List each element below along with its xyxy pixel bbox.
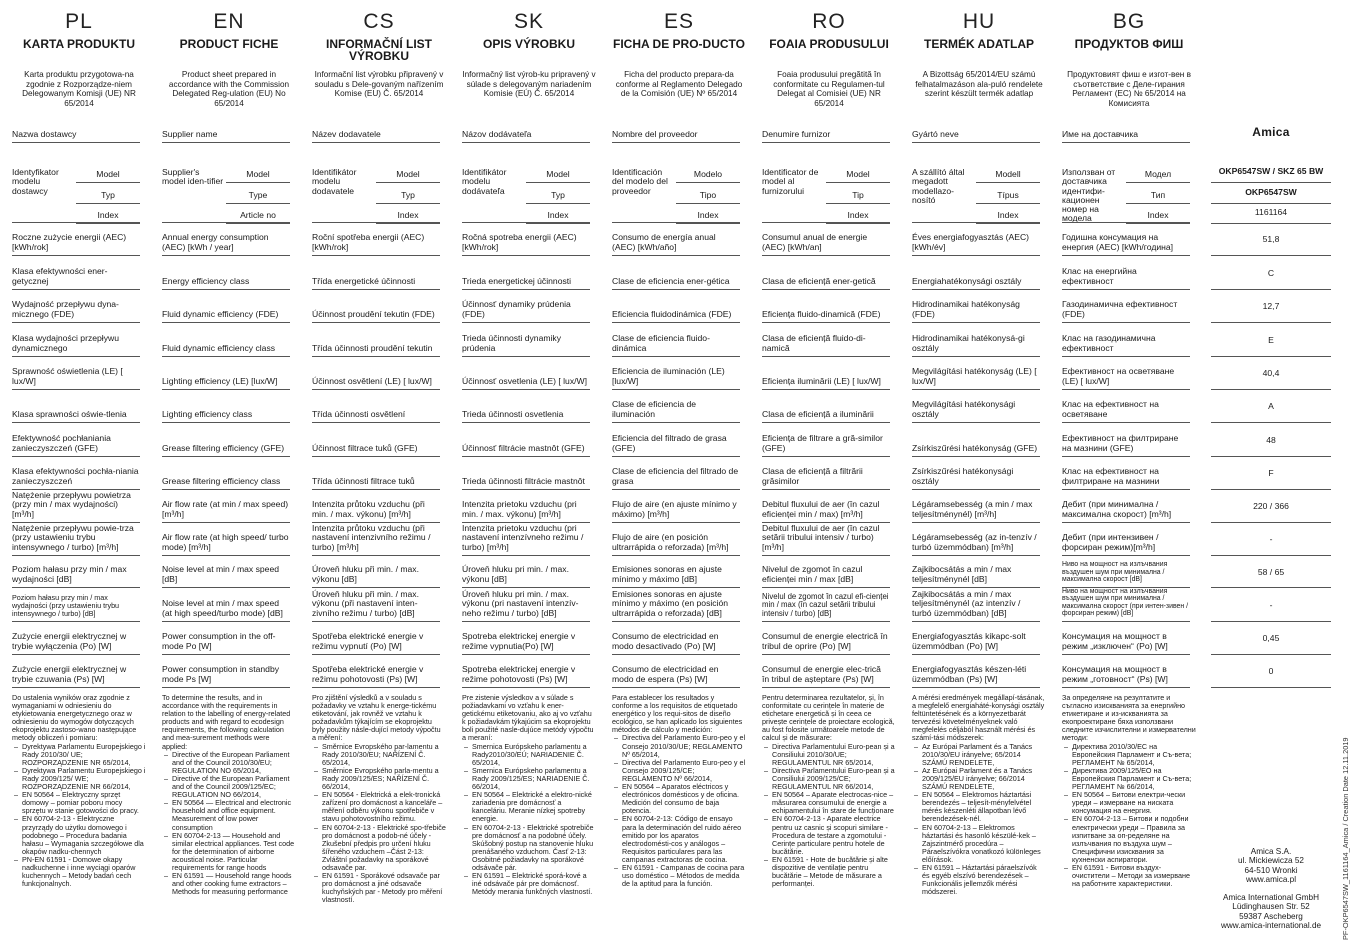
param-row: Nivelul de zgomot în cazul efi-cienței min / max (în cazul setării tribului intensiv / turbo) [dB] xyxy=(762,588,890,622)
param-row: Eficiența iluminării (LE) [ lux/W] xyxy=(762,357,890,390)
param-row: Poziom hałasu przy min / max wydajności (przy ustawieniu trybu intensywnego / turbo) [dB] xyxy=(12,588,140,622)
param-row: Консумация на мощност в режим „изключен“ (Po) [W] xyxy=(1062,622,1190,655)
method-item: – EN 50564 – Битови електри-чески уреди – измерване на ниската консумация на енергия. xyxy=(1072,791,1196,815)
fiche-intro: Informačný list výrob-ku pripravený v súlade s delegovaným nariadením Komisie (EÚ) Č. 65/2014 xyxy=(462,70,596,99)
param-row: Emisiones sonoras en ajuste mínimo y máximo (en posición ultrarrápida o reforzada) [dB] xyxy=(612,588,740,622)
fiche-intro: Продуктовият фиш е изгот-вен в съответствие с Деле-гирания Регламент (ЕС) № 65/2014 на Комисията xyxy=(1067,70,1191,109)
param-row: Ниво на мощност на излъчвания въздушен шум при минимална / максимална скорост (при интен-зивен / форсиран режим) [dB] xyxy=(1062,588,1190,622)
fiche-title: TERMÉK ADATLAP xyxy=(924,37,1034,51)
fiche-title: ПРОДУКТОВ ФИШ xyxy=(1074,37,1184,51)
param-row: Megvilágítási hatékonyság (LE) [ lux/W] xyxy=(912,357,1040,390)
method-item: – EN 60704-2-13 - Aparate electrice pentru uz casnic și scopuri similare - Procedura de testare a zgomotului - Cerințe particulare pentru hotele de bucătărie. xyxy=(772,815,896,855)
model-type-label: Tip xyxy=(826,182,890,204)
param-row: Intenzita průtoku vzduchu (při min. / max. výkonu) [m³/h] xyxy=(312,490,440,523)
method-item: – EN 60704-2-13: Código de ensayo para la determinación del ruido aéreo emitido por los aparatos electrodomésti-cos y análogos – Requisitos particulares para las campanas extractoras de cocina. xyxy=(622,815,746,864)
model-identifier-label: Supplier's model iden-tifier xyxy=(162,167,224,187)
language-code: ES xyxy=(663,10,694,33)
param-row: Noise level at min / max speed [dB] xyxy=(162,556,290,588)
param-row: Trieda účinnosti dynamiky prúdenia xyxy=(462,323,590,357)
param-row: Noise level at min / max speed (at high speed/turbo mode) [dB] xyxy=(162,588,290,622)
param-row: Lighting efficiency class xyxy=(162,390,290,423)
param-row: Trieda účinnosti filtrácie mastnôt xyxy=(462,457,590,490)
param-row: Třída účinnosti proudění tekutin xyxy=(312,323,440,357)
param-row: Дебит (при минимална / максимална скорост) [m³/h] xyxy=(1062,490,1190,523)
measurement-methods-note: To determine the results, and in accordance with the requirements in relation to the labelling of energy-related products and with regard to ecodesign requirements, the following calculation and mea-surement methods were applied: – Directive of the European Parliament and of the Council 2010/30/EU; REGULATION NO 65/2014, – Directive of the European Parliament and of the Council 2009/125/EC; REGULATION NO 66/2014, – EN 50564 — Electrical and electronic household and office equipment. Measurement of low power consumption – EN 60704-2-13 — Household and similar electrical appliances. Test code for the determination of airborne acoustical noise. Particular requirements for range hoods – EN 61591 — Household range hoods and other cooking fume extractors – Methods for measuring performance xyxy=(162,694,296,896)
param-row: Účinnost filtrace tuků (GFE) xyxy=(312,423,440,457)
method-item: – EN 50564 - Elektrická a elek-tronická zařízení pro domácnost a kanceláře – měření odběru výkonu spotřebiče v stavu pohotovostního režimu. xyxy=(322,791,446,823)
param-row: Účinnost proudění tekutin (FDE) xyxy=(312,290,440,323)
fiche-title: INFORMAČNÍ LIST VÝROBKU xyxy=(326,37,432,63)
supplier-name-label: Gyártó neve xyxy=(912,120,1040,143)
param-row: Zajkibocsátás a min / max teljesítménynél (az intenzív / turbó üzemmódban) [dB] xyxy=(912,588,1040,622)
param-row: Eficiencia de iluminación (LE) [lux/W] xyxy=(612,357,740,390)
param-value: 58 / 65 xyxy=(1211,556,1331,588)
param-row: Úroveň hluku při min. / max. výkonu (při nastavení inten-zivního režimu / turbo) [dB] xyxy=(312,588,440,622)
param-row: Clase de eficiencia del filtrado de grasa xyxy=(612,457,740,490)
param-row: Клас на газодинамична ефективност xyxy=(1062,323,1190,357)
method-item: – EN 61591 - Hote de bucătărie și alte dispozitive de ventilație pentru bucătărie – Metode de măsurare a performanței. xyxy=(772,856,896,888)
model-model-label: Model xyxy=(826,149,890,183)
method-item: – Directive of the European Parliament and of the Council 2010/30/EU; REGULATION NO 65/2014, xyxy=(172,751,296,775)
param-row: Trieda účinnosti osvetlenia xyxy=(462,390,590,423)
model-identifier-block xyxy=(762,149,890,223)
model-identifier-label: Identyfikator modelu dostawcy xyxy=(12,167,59,196)
param-row: Třída energetické účinnosti xyxy=(312,256,440,290)
param-row: Éves energiafogyasztás (AEC) [kWh/év] xyxy=(912,223,1040,256)
param-row: Klasa sprawności oświe-tlenia xyxy=(12,390,140,423)
param-value: A xyxy=(1211,390,1331,423)
model-index-label: Index xyxy=(676,203,740,224)
model-identifier-block xyxy=(612,149,740,223)
param-row: Consumul de energie elec-trică în tribul de așteptare (Ps) [W] xyxy=(762,655,890,688)
method-item: – Директива 2009/125/ЕО на Европейския Парламент и Съ-вета; РЕГЛАМЕНТ № 66/2014, xyxy=(1072,767,1196,791)
param-row: Sprawność oświetlenia (LE) [ lux/W] xyxy=(12,357,140,390)
param-row: Spotřeba elektrické energie v režimu vypnutí (Po) [W] xyxy=(312,622,440,655)
param-row: Consumo de electricidad en modo de espera (Ps) [W] xyxy=(612,655,740,688)
param-row: Hidrodinamikai hatékonyság (FDE) xyxy=(912,290,1040,323)
model-model-label: Model xyxy=(76,149,140,183)
param-row: Flujo de aire (en posición ultrarrápida o reforzada) [m³/h] xyxy=(612,523,740,556)
fiche-intro: Product sheet prepared in accordance with the Commission Delegated Reg-ulation (EU) No 65/2014 xyxy=(168,70,290,109)
creation-date-note: PF-OKP6547SW_1161164_Amica / Creation Date 12.11.2019 xyxy=(1341,737,1350,940)
param-row: Spotreba elektrickej energie v režime vypnutia(Po) [W] xyxy=(462,622,590,655)
model-identifier-block xyxy=(162,149,290,223)
param-row: Účinnosť filtrácie mastnôt (GFE) xyxy=(462,423,590,457)
language-code: BG xyxy=(1112,10,1146,33)
param-row: Intenzita prietoku vzduchu (pri min. / max. výkonu) [m³/h] xyxy=(462,490,590,523)
param-value: C xyxy=(1211,256,1331,290)
method-item: – EN 50564 – Aparate electrocas-nice – măsurarea consumului de energie a echipamentului în stare de funcționare xyxy=(772,791,896,815)
param-row: Energiahatékonysági osztály xyxy=(912,256,1040,290)
param-row: Légáramsebesség (a min / max teljesítménynél) [m³/h] xyxy=(912,490,1040,523)
method-item: – EN 61591 - Битови въздух-очистители – Методи за измерване на работните характеристики. xyxy=(1072,864,1196,888)
param-value: 40,4 xyxy=(1211,357,1331,390)
param-row: Ročná spotreba energii (AEC) [kWh/rok] xyxy=(462,223,590,256)
param-row: Natężenie przepływu powie-trza (przy ustawieniu trybu intensywnego / turbo) [m³/h] xyxy=(12,523,140,556)
model-type-label: Тип xyxy=(1126,182,1190,204)
method-item: – EN 60704-2-13 - Elektrické spo-třebiče pro domácnost a podob-né účely - Zkušební předpis pro určení hluku šířeného vzduchem –Část 2-13: Zvláštní požadavky na sporákové odsavače par. xyxy=(322,824,446,873)
language-code: HU xyxy=(962,10,996,33)
model-index-label: Index xyxy=(526,203,590,224)
param-row: Clasa de eficiență fluido-di-namică xyxy=(762,323,890,357)
supplier-name-label: Supplier name xyxy=(162,120,290,143)
param-row: Zajkibocsátás a min / max teljesítménynél [dB] xyxy=(912,556,1040,588)
param-row: Ниво на мощност на излъчвания въздушен шум при минимална / максимална скорост [dB] xyxy=(1062,556,1190,588)
fiche-intro: Foaia produsului pregătită în conformitate cu Regulamen-tul Delegat al Comisiei (UE) NR 65/2014 xyxy=(773,70,885,109)
method-item: – Směrnice Evropského par-lamentu a Rady 2010/30/EU; NAŘÍZENÍ Č. 65/2014, xyxy=(322,743,446,767)
param-row: Fluid dynamic efficiency class xyxy=(162,323,290,357)
value-index: 1161164 xyxy=(1211,203,1331,224)
supplier-name-label: Nazwa dostawcy xyxy=(12,120,140,143)
param-row: Lighting efficiency (LE) [lux/W] xyxy=(162,357,290,390)
model-identifier-label: Identifikátor modelu dodávateľa xyxy=(462,167,507,196)
method-item: – EN 50564 – Elektromos háztartási berendezés – teljesít-ményfelvétel mérés készenléti állapotban lévő berendezések-nél. xyxy=(922,791,1046,823)
param-row: Třída účinnosti osvětlení xyxy=(312,390,440,423)
measurement-methods-note: Pentru determinarea rezultatelor, și, în conformitate cu cerințele în materie de etichetare energetică și în ceea ce privește cerințele de proiectare ecologică, au fost folosite următoarele metode de calcul și de măsurare: – Directiva Parlamentului Euro-pean și a Consiliului 2010/30/UE; REGULAMENTUL NR 65/2014, – Directiva Parlamentului Euro-pean și a Consiliului 2009/125/CE; REGULAMENTUL NR 66/2014, – EN 50564 – Aparate electrocas-nice – măsurarea consumului de energie a echipamentului în stare de funcționare – EN 60704-2-13 - Aparate electrice pentru uz casnic și scopuri similare - Procedura de testare a zgomotului - Cerințe particulare pentru hotele de bucătărie. – EN 61591 - Hote de bucătărie și alte dispozitive de ventilație pentru bucătărie – Metode de măsurare a performanței. xyxy=(762,694,896,888)
method-item: – EN 60704-2-13 - Elektrické spotrebiče pre domácnosť a na podobné účely. Skúšobný postup na stanovenie hluku prenášaného vzduchom. Časť 2-13: Osobitné požiadavky na sporákové odsávače pár. xyxy=(472,824,596,873)
model-index-label: Index xyxy=(76,203,140,224)
method-item: – Az Európai Parlament és a Tanács 2010/30/EU irányelve; 65/2014 SZÁMÚ RENDELETE, xyxy=(922,743,1046,767)
param-row: Zsírkiszűrési hatékonysági osztály xyxy=(912,457,1040,490)
param-row: Klasa wydajności przepływu dynamicznego xyxy=(12,323,140,357)
method-item: – EN 50564 – Aparatos eléctricos y electrónicos domésticos y de oficina. Medición del consumo de baja potencia. xyxy=(622,783,746,815)
param-row: Třída účinnosti filtrace tuků xyxy=(312,457,440,490)
param-value: 0 xyxy=(1211,655,1331,688)
param-value: 12,7 xyxy=(1211,290,1331,323)
method-item: – EN 60704-2-13 – Elektromos háztartási és hasonló készülé-kek – Zajszintmérő procedúra – Páraelszívókra vonatkozó különleges előírások. xyxy=(922,824,1046,864)
param-row: Úroveň hluku pri min. / max. výkonu (pri nastavení intenzív-neho režimu / turbo) [dB] xyxy=(462,588,590,622)
param-value: E xyxy=(1211,323,1331,357)
param-value: 51,8 xyxy=(1211,223,1331,256)
model-identifier-block xyxy=(12,149,140,223)
param-row: Efektywność pochłaniania zanieczyszczeń (GFE) xyxy=(12,423,140,457)
supplier-name-label: Nombre del proveedor xyxy=(612,120,740,143)
param-row: Eficiența de filtrare a gră-similor (GFE) xyxy=(762,423,890,457)
param-row: Fluid dynamic efficiency (FDE) xyxy=(162,290,290,323)
param-row: Hidrodinamikai hatékonysá-gi osztály xyxy=(912,323,1040,357)
param-row: Zsírkiszűrési hatékonyság (GFE) xyxy=(912,423,1040,457)
fiche-intro: Informační list výrobku připravený v souladu s Dele-govaným nařízením Komise (EU) Č. 65/2014 xyxy=(314,70,444,99)
supplier-name-label: Denumire furnizor xyxy=(762,120,890,143)
measurement-methods-note: Do ustalenia wyników oraz zgodnie z wymaganiami w odniesieniu do etykietowania energetycznego oraz w odniesieniu do wymogów dotyczących ekoprojektu zastoso-wano następujące metody obliczeń i pomiaru: – Dyrektywa Parlamentu Europejskiego i Rady 2010/30/ UE; ROZPORZĄDZENIE NR 65/2014, – Dyrektywa Parlamentu Europejskiego i Rady 2009/125/ WE; ROZPORZĄDZENIE NR 66/2014, – EN 50564 – Elektryczny sprzęt domowy – pomiar poboru mocy sprzętu w stanie gotowości do pracy. – EN 60704-2-13 - Elektryczne przyrządy do użytku domowego i podobnego – Procedura badania hałasu – Wymagania szczegółowe dla okapów nadku-chennych – PN-EN 61591 - Domowe okapy nadkuchenne i inne wyciągi oparów kuchennych – Metody badań cech funkcjonalnych. xyxy=(12,694,146,888)
param-row: Клас на енергийна ефективност xyxy=(1062,256,1190,290)
param-row: Ефективност на осветяване (LE) [ lux/W] xyxy=(1062,357,1190,390)
method-item: – Директива 2010/30/ЕС на Европейския Парламент и Съ-вета; РЕГЛАМЕНТ № 65/2014, xyxy=(1072,743,1196,767)
param-row: Eficiencia fluidodinámica (FDE) xyxy=(612,290,740,323)
model-identifier-block xyxy=(312,149,440,223)
measurement-methods-note: A mérési eredmények megállapí-tásának, a megfelelő energiaháté-konysági osztály feltüntetésének és a környezetbarát tervezési követelményeknek való megfelelés céljából használt mérési és számí-tási módszerek: – Az Európai Parlament és a Tanács 2010/30/EU irányelve; 65/2014 SZÁMÚ RENDELETE, – Az Európai Parlament és a Tanács 2009/125/EU irányelve; 66/2014 SZÁMÚ RENDELETE, – EN 50564 – Elektromos háztartási berendezés – teljesít-ményfelvétel mérés készenléti állapotban lévő berendezések-nél. – EN 60704-2-13 – Elektromos háztartási és hasonló készülé-kek – Zajszintmérő procedúra – Páraelszívókra vonatkozó különleges előírások. – EN 61591 – Háztartási páraelszívók és egyéb elszívó berendezések – Funkcionális jellemzők mérési módszerei. xyxy=(912,694,1046,896)
model-index-label: Index xyxy=(1126,203,1190,224)
param-row: Clasa de eficiență a filtrării grăsimilor xyxy=(762,457,890,490)
value-type: OKP6547SW xyxy=(1211,182,1331,204)
param-row: Flujo de aire (en ajuste mínimo y máximo) [m³/h] xyxy=(612,490,740,523)
param-row: Légáramsebesség (az in-tenzív / turbó üzemmódban) [m³/h] xyxy=(912,523,1040,556)
param-row: Nivelul de zgomot în cazul eficienței min / max [dB] xyxy=(762,556,890,588)
model-identifier-label: Identificación del modelo del proveedor xyxy=(612,167,668,196)
param-row: Spotřeba elektrické energie v režimu pohotovosti (Ps) [W] xyxy=(312,655,440,688)
method-item: – EN 60704-2-13 - Elektryczne przyrządy do użytku domowego i podobnego – Procedura badania hałasu – Wymagania szczegółowe dla okapów nadku-chennych xyxy=(22,815,146,855)
param-row: Spotreba elektrickej energie v režime pohotovosti (Ps) [W] xyxy=(462,655,590,688)
measurement-methods-note: Para establecer los resultados y conforme a los requisitos de etiquetado energético y los requi-sitos de diseño ecológico, se han aplicado los siguientes métodos de cálculo y medición: – Directiva del Parlamento Euro-peo y el Consejo 2010/30/UE; REGLAMENTO Nº 65/2014, – Directiva del Parlamento Euro-peo y el Consejo 2009/125/CE; REGLAMENTO Nº 66/2014, – EN 50564 – Aparatos eléctricos y electrónicos domésticos y de oficina. Medición del consumo de baja potencia. – EN 60704-2-13: Código de ensayo para la determinación del ruido aéreo emitido por los aparatos electrodomésti-cos y análogos – Requisitos particulares para las campanas extractoras de cocina. – EN 61591 - Campanas de cocina para uso doméstico – Métodos de medida de la aptitud para la función. xyxy=(612,694,746,888)
model-identifier-label: Identificator de model al furnizorului xyxy=(762,167,819,196)
param-row: Clasa de eficiență a iluminării xyxy=(762,390,890,423)
param-row: Clase de eficiencia ener-gética xyxy=(612,256,740,290)
param-value: 48 xyxy=(1211,423,1331,457)
fiche-title: KARTA PRODUKTU xyxy=(23,37,135,51)
param-row: Poziom hałasu przy min / max wydajności [dB] xyxy=(12,556,140,588)
param-row: Annual energy consumption (AEC) [kWh / year] xyxy=(162,223,290,256)
value-model: OKP6547SW / SKZ 65 BW xyxy=(1211,149,1331,183)
method-item: – EN 61591 – Háztartási páraelszívók és egyéb elszívó berendezések – Funkcionális jellemzők mérési módszerei. xyxy=(922,864,1046,896)
method-item: – Directiva del Parlamento Euro-peo y el Consejo 2009/125/CE; REGLAMENTO Nº 66/2014, xyxy=(622,759,746,783)
model-index-label: Article no xyxy=(226,203,290,224)
param-row: Debitul fluxului de aer (în cazul setării tribului intensiv / turbo) [m³/h] xyxy=(762,523,890,556)
param-row: Air flow rate (at high speed/ turbo mode) [m³/h] xyxy=(162,523,290,556)
param-row: Účinnost osvětlení (LE) [ lux/W] xyxy=(312,357,440,390)
language-code: CS xyxy=(363,10,395,33)
language-code: SK xyxy=(513,10,544,33)
param-row: Clase de eficiencia de iluminación xyxy=(612,390,740,423)
param-row: Eficiencia del filtrado de grasa (GFE) xyxy=(612,423,740,457)
param-row: Emisiones sonoras en ajuste mínimo y máximo [dB] xyxy=(612,556,740,588)
measurement-methods-note: За определяне на резултатите и съгласно изискванията за енергийно етикетиране и из-искванията за екопроектиране бяха използвани следните изчислителни и измервателни методи: – Директива 2010/30/ЕС на Европейския Парламент и Съ-вета; РЕГЛАМЕНТ № 65/2014, – Директива 2009/125/ЕО на Европейския Парламент и Съ-вета; РЕГЛАМЕНТ № 66/2014, – EN 50564 – Битови електри-чески уреди – измерване на ниската консумация на енергия. – EN 60704-2-13 – Битови и подобни електрически уреди – Правила за изпитване за оп-ределяне на излъчвания по въздуха шум – Специфични изисквания за кухненски аспиратори. – EN 61591 - Битови въздух-очистители – Методи за измерване на работните характеристики. xyxy=(1062,694,1196,888)
param-row: Консумация на мощност в режим „готовност“ (Ps) [W] xyxy=(1062,655,1190,688)
param-row: Клас на ефективност на осветяване xyxy=(1062,390,1190,423)
param-row: Consumo de electricidad en modo desactivado (Po) [W] xyxy=(612,622,740,655)
model-type-label: Typ xyxy=(376,182,440,204)
fiche-intro: Ficha del producto prepara-da conforme al Reglamento Delegado de la Comisión (UE) Nº 65/2014 xyxy=(615,70,743,99)
param-row: Ефективност на филтриране на мазнини (GFE) xyxy=(1062,423,1190,457)
model-model-label: Modelo xyxy=(676,149,740,183)
param-row: Roczne zużycie energii (AEC) [kWh/rok] xyxy=(12,223,140,256)
param-row: Intenzita prietoku vzduchu (pri nastavení intenzívneho režimu / turbo) [m³/h] xyxy=(462,523,590,556)
param-row: Газодинамична ефективност (FDE) xyxy=(1062,290,1190,323)
brand-logo: Amica xyxy=(1252,125,1290,139)
measurement-methods-note: Pro zjištění výsledků a v souladu s požadavky ve vztahu k energe-tickému etiketování, jak rovněž ve vztahu k požadavkům týkajícím se ekoprojektu byly použity násle-dující metody výpočtu a měření: – Směrnice Evropského par-lamentu a Rady 2010/30/EU; NAŘÍZENÍ Č. 65/2014, – Směrnice Evropského parla-mentu a Rady 2009/125/ES; NAŘÍZENÍ Č. 66/2014, – EN 50564 - Elektrická a elek-tronická zařízení pro domácnost a kanceláře – měření odběru výkonu spotřebiče v stavu pohotovostního režimu. – EN 60704-2-13 - Elektrické spo-třebiče pro domácnost a podob-né účely - Zkušební předpis pro určení hluku šířeného vzduchem –Část 2-13: Zvláštní požadavky na sporákové odsavače par. – EN 61591 - Sporákové odsavače par pro domácnost a jiné odsavače kuchyňských par - Metody pro měření vlastností. xyxy=(312,694,446,904)
param-row: Grease filtering efficiency class xyxy=(162,457,290,490)
param-row: Energiafogyasztás készen-léti üzemmódban (Ps) [W] xyxy=(912,655,1040,688)
method-item: – EN 50564 – Elektrické a elektro-nické zariadenia pre domácnosť a kanceláriu. Meranie nízkej spotreby energie. xyxy=(472,791,596,823)
model-identifier-label: Identifikátor modelu dodavatele xyxy=(312,167,357,196)
model-identifier-block xyxy=(1062,149,1190,223)
model-type-label: Típus xyxy=(976,182,1040,204)
param-row: Intenzita průtoku vzduchu (při nastavení intenzivního režimu / turbo) [m³/h] xyxy=(312,523,440,556)
param-row: Klasa efektywności ener-getycznej xyxy=(12,256,140,290)
fiche-title: OPIS VÝROBKU xyxy=(482,37,575,51)
param-row: Дебит (при интензивен / форсиран режим)[m³/h] xyxy=(1062,523,1190,556)
method-item: – EN 50564 – Elektryczny sprzęt domowy – pomiar poboru mocy sprzętu w stanie gotowości do pracy. xyxy=(22,791,146,815)
model-index-label: Index xyxy=(976,203,1040,224)
model-identifier-block xyxy=(462,149,590,223)
method-item: – EN 61591 — Household range hoods and other cooking fume extractors – Methods for measuring performance xyxy=(172,872,296,896)
param-row: Consumul de energie electrică în tribul de oprire (Po) [W] xyxy=(762,622,890,655)
fiche-intro: A Bizottság 65/2014/EU számú felhatalmazáson ala-puló rendelete szerint készült termék adatlap xyxy=(915,70,1043,99)
method-item: – Dyrektywa Parlamentu Europejskiego i Rady 2010/30/ UE; ROZPORZĄDZENIE NR 65/2014, xyxy=(22,743,146,767)
model-index-label: Index xyxy=(826,203,890,224)
param-row: Úroveň hluku při min. / max. výkonu [dB] xyxy=(312,556,440,588)
model-index-label: Index xyxy=(376,203,440,224)
measurement-methods-note: Pre zistenie výsledkov a v súlade s požiadavkami vo vzťahu k ener-getickému etiketovaniu, ako aj vo vzťahu k požiadavkám týkajúcim sa ekoprojektu boli použité nasle-dujúce metódy výpočtu a meraní: – Smernica Európskeho parlamentu a Rady2010/30/EÚ; NARIADENIE Č. 65/2014, – Smernica Európskeho parlamentu a Rady 2009/125/ES; NARIADENIE Č. 66/2014, – EN 50564 – Elektrické a elektro-nické zariadenia pre domácnosť a kanceláriu. Meranie nízkej spotreby energie. – EN 60704-2-13 - Elektrické spotrebiče pre domácnosť a na podobné účely. Skúšobný postup na stanovenie hluku prenášaného vzduchom. Časť 2-13: Osobitné požiadavky na sporákové odsávače pár. – EN 61591 – Elektrické sporá-kové a iné odsávače pár pre domácnosť. Metódy merania funkčných vlastností. xyxy=(462,694,596,896)
model-model-label: Model xyxy=(376,149,440,183)
param-value: 0,45 xyxy=(1211,622,1331,655)
model-identifier-label: A szállító által megadott modellazo-nosító xyxy=(912,167,965,205)
fiche-intro: Karta produktu przygotowa-na zgodnie z Rozporządze-niem Delegowanym Komisji (UE) NR 65/2014 xyxy=(22,70,136,109)
param-row: Trieda energetickej účinnosti xyxy=(462,256,590,290)
method-item: – PN-EN 61591 - Domowe okapy nadkuchenne i inne wyciągi oparów kuchennych – Metody badań cech funkcjonalnych. xyxy=(22,856,146,888)
method-item: – EN 60704-2-13 — Household and similar electrical appliances. Test code for the determination of airborne acoustical noise. Particular requirements for range hoods xyxy=(172,832,296,872)
param-row: Úroveň hluku pri min. / max. výkonu [dB] xyxy=(462,556,590,588)
model-type-label: Typ xyxy=(76,182,140,204)
param-row: Consumul anual de energie (AEC) [kWh/an] xyxy=(762,223,890,256)
method-item: – Directiva Parlamentului Euro-pean și a Consiliului 2010/30/UE; REGULAMENTUL NR 65/2014, xyxy=(772,743,896,767)
param-row: Power consumption in the off-mode Po [W] xyxy=(162,622,290,655)
method-item: – Smernica Európskeho parlamentu a Rady 2009/125/ES; NARIADENIE Č. 66/2014, xyxy=(472,767,596,791)
fiche-title: FICHA DE PRO-DUCTO xyxy=(613,37,745,51)
method-item: – Directiva Parlamentului Euro-pean și a Consiliului 2009/125/CE; REGULAMENTUL NR 66/2014, xyxy=(772,767,896,791)
param-row: Zużycie energii elektrycznej w trybie wyłączenia (Po) [W] xyxy=(12,622,140,655)
param-row: Power consumption in standby mode Ps [W] xyxy=(162,655,290,688)
model-identifier-block xyxy=(912,149,1040,223)
param-row: Účinnosť dynamiky prúdenia (FDE) xyxy=(462,290,590,323)
method-item: – EN 50564 — Electrical and electronic household and office equipment. Measurement of low power consumption xyxy=(172,799,296,831)
manufacturer-address: Amica S.A. ul. Mickiewicza 52 64-510 Wronki www.amica.pl Amica International GmbH Lüdinghausen Str. 52 59387 Ascheberg www.amica-international.de xyxy=(1220,847,1322,931)
param-row: Годишна консумация на енергия (AEC) [kWh/година] xyxy=(1062,223,1190,256)
param-value: - xyxy=(1211,588,1331,622)
fiche-title: PRODUCT FICHE xyxy=(179,37,279,51)
param-row: Účinnosť osvetlenia (LE) [ lux/W] xyxy=(462,357,590,390)
param-row: Megvilágítási hatékonysági osztály xyxy=(912,390,1040,423)
language-code: PL xyxy=(65,10,93,33)
param-value: - xyxy=(1211,523,1331,556)
model-type-label: Typ xyxy=(526,182,590,204)
method-item: – EN 61591 – Elektrické sporá-kové a iné odsávače pár pre domácnosť. Metódy merania funkčných vlastností. xyxy=(472,872,596,896)
model-model-label: Model xyxy=(526,149,590,183)
method-item: – EN 60704-2-13 – Битови и подобни електрически уреди – Правила за изпитване за оп-ределяне на излъчвания по въздуха шум – Специфични изисквания за кухненски аспиратори. xyxy=(1072,815,1196,864)
method-item: – Dyrektywa Parlamentu Europejskiego i Rady 2009/125/ WE; ROZPORZĄDZENIE NR 66/2014, xyxy=(22,767,146,791)
param-row: Energiafogyasztás kikapc-solt üzemmódban (Po) [W] xyxy=(912,622,1040,655)
method-item: – Směrnice Evropského parla-mentu a Rady 2009/125/ES; NAŘÍZENÍ Č. 66/2014, xyxy=(322,767,446,791)
method-item: – Az Európai Parlament és a Tanács 2009/125/EU irányelve; 66/2014 SZÁMÚ RENDELETE, xyxy=(922,767,1046,791)
param-row: Wydajność przepływu dyna-micznego (FDE) xyxy=(12,290,140,323)
model-model-label: Modell xyxy=(976,149,1040,183)
method-item: – Directive of the European Parliament and of the Council 2009/125/EC; REGULATION NO 66/2014, xyxy=(172,775,296,799)
param-row: Клас на ефективност на филтриране на мазнини xyxy=(1062,457,1190,490)
param-row: Debitul fluxului de aer (în cazul eficienței min / max) [m³/h] xyxy=(762,490,890,523)
language-code: RO xyxy=(812,10,846,33)
param-row: Eficiența fluido-dinamică (FDE) xyxy=(762,290,890,323)
supplier-name-label: Názov dodávateľa xyxy=(462,120,590,143)
model-identifier-label: Използван от доставчика идентифи-кационен номер на модела xyxy=(1062,167,1116,224)
param-row: Consumo de energía anual (AEC) [kWh/año] xyxy=(612,223,740,256)
fiche-title: FOAIA PRODUSULUI xyxy=(769,37,889,51)
param-row: Zużycie energii elektrycznej w trybie czuwania (Ps) [W] xyxy=(12,655,140,688)
language-code: EN xyxy=(213,10,245,33)
method-item: – Directiva del Parlamento Euro-peo y el Consejo 2010/30/UE; REGLAMENTO Nº 65/2014, xyxy=(622,734,746,758)
param-row: Energy efficiency class xyxy=(162,256,290,290)
param-value: 220 / 366 xyxy=(1211,490,1331,523)
supplier-name-label: Název dodavatele xyxy=(312,120,440,143)
param-row: Clase de eficiencia fluido-dinámica xyxy=(612,323,740,357)
model-type-label: Tipo xyxy=(676,182,740,204)
param-value: F xyxy=(1211,457,1331,490)
param-row: Clasa de eficiență ener-getică xyxy=(762,256,890,290)
method-item: – EN 61591 - Campanas de cocina para uso doméstico – Métodos de medida de la aptitud para la función. xyxy=(622,864,746,888)
param-row: Natężenie przepływu powietrza (przy min / max wydajności) [m³/h] xyxy=(12,490,140,523)
method-item: – EN 61591 - Sporákové odsavače par pro domácnost a jiné odsavače kuchyňských par - Metody pro měření vlastností. xyxy=(322,872,446,904)
param-row: Air flow rate (at min / max speed) [m³/h] xyxy=(162,490,290,523)
param-row: Grease filtering efficiency (GFE) xyxy=(162,423,290,457)
model-model-label: Model xyxy=(226,149,290,183)
model-type-label: Type xyxy=(226,182,290,204)
model-model-label: Модел xyxy=(1126,149,1190,183)
param-row: Roční spotřeba energii (AEC) [kWh/rok] xyxy=(312,223,440,256)
param-row: Klasa efektywności pochła-niania zanieczyszczeń xyxy=(12,457,140,490)
supplier-name-label: Име на доставчика xyxy=(1062,120,1190,143)
method-item: – Smernica Európskeho parlamentu a Rady2010/30/EÚ; NARIADENIE Č. 65/2014, xyxy=(472,743,596,767)
